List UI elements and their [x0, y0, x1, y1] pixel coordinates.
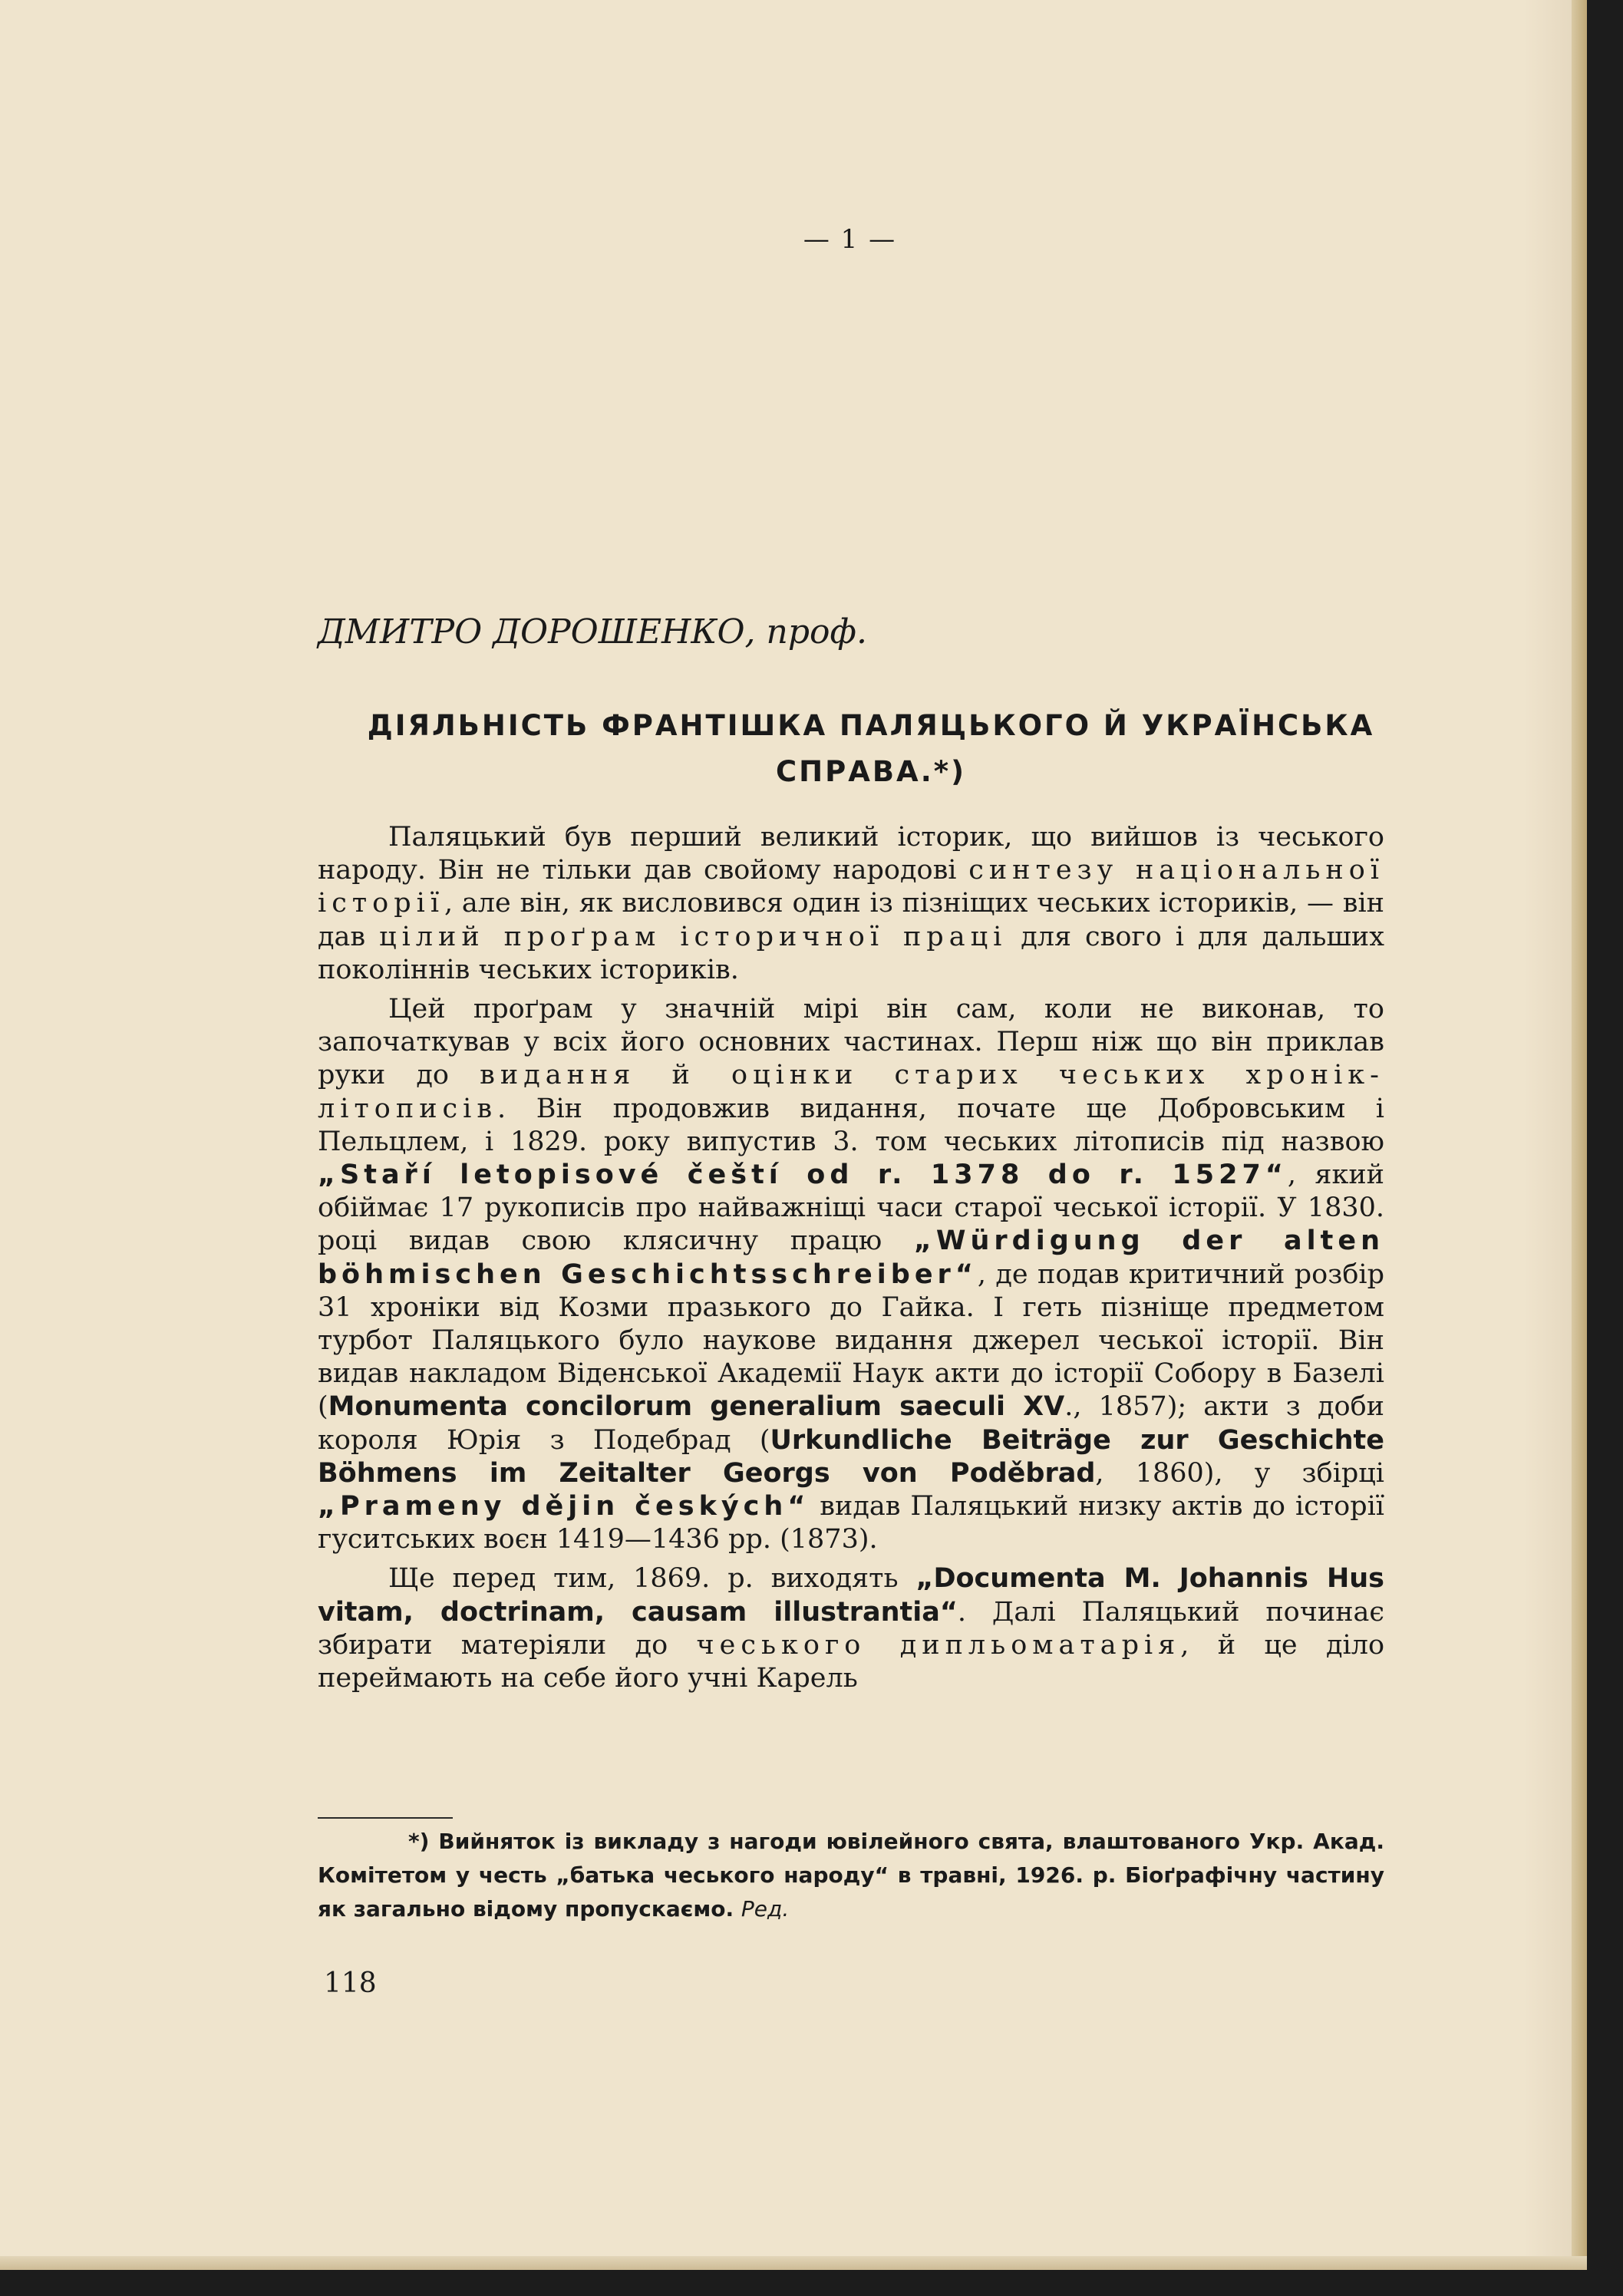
p3-text-a: Ще перед тим, 1869. р. виходять [388, 1563, 916, 1595]
p2-text-k: , 1860), у збірці [1095, 1457, 1384, 1489]
footnote-editor-mark: Ред. [741, 1896, 790, 1922]
page-edge [1572, 0, 1587, 2270]
p2-text-a: Цей проґрам у значній мірі він сам, коли не виконав, то започаткував у всіх його основних частинах. Перш ніж що він приклав руки до [318, 994, 1384, 1091]
footnote-rule [318, 1817, 453, 1819]
p1-text-c: , але він, як висловився один із пізніщих чеських істориків, — він дав [318, 888, 1384, 952]
p2-spaced-editions: видання й оцінки старих чеських хронік-літописів [318, 1060, 1384, 1124]
p2-text-i: ., 1857); акти з доби короля Юрія з Подебрад ( [318, 1391, 1384, 1456]
p3-text-c: . Далі Паляцький починає збирати матеріяли до [318, 1596, 1384, 1661]
p2-text-m: видав Паляцький низку актів до історії гуситських воєн 1419—1436 рр. (1873). [318, 1491, 1384, 1555]
p2-text-g: , де подав критичний розбір 31 хроніки від Козми празького до Гайка. І геть пізніще предметом турбот Паляцького було наукове видання джерел чеської історії. Він видав накладом Віденської Академії Наук акти до історії Собору в Базелі ( [318, 1259, 1384, 1423]
article-title: ДІЯЛЬНІСТЬ ФРАНТІШКА ПАЛЯЦЬКОГО Й УКРАЇНСЬКА СПРАВА.*) [367, 709, 1375, 788]
p2-title-monumenta: Monumenta concilorum generalium saeculi XV [328, 1391, 1065, 1423]
author-name: ДМИТРО ДОРОШЕНКО, проф. [318, 612, 867, 652]
p2-title-urkundliche: Urkundliche Beiträge zur Geschichte Böhmens im Zeitalter Georgs von Poděbrad [318, 1424, 1384, 1489]
article-body [318, 821, 1384, 1695]
p2-text-e: , який обіймає 17 рукописів про найважніщі часи старої чеської історії. У 1830. році видав свою клясичну працю [318, 1160, 1384, 1257]
paragraph-2 [318, 993, 1384, 1556]
p2-title-prameny: „Prameny dějin českých“ [318, 1491, 810, 1522]
p3-title-documenta: „Documenta M. Johannis Hus vitam, doctrinam, causam illustrantia“ [318, 1563, 1384, 1628]
footnote-text: *) Вийняток із викладу з нагоди ювілейного свята, влаштованого Укр. Акад. Комітетом у честь „батька чеського народу“ в травні, 1926. р. Біоґрафічну частину як загально відому пропускаємо. [318, 1829, 1384, 1922]
paragraph-1 [318, 821, 1384, 987]
p1-spaced-synthesis: синтезу національної історії [318, 855, 1384, 919]
p1-text-e: для свого і для дальших поколіннів чеських істориків. [318, 921, 1384, 985]
p2-text-c: . Він продовжив видання, почате ще Добровським і Пельцлем, і 1829. року випустив 3. том чеських літописів під назвою [318, 1093, 1384, 1157]
p3-spaced-diplomatarium: чеського дипльоматарія [696, 1629, 1181, 1661]
p3-text-e: , й це діло переймають на себе його учні Карель [318, 1629, 1385, 1694]
footnote [318, 1825, 1384, 1926]
p2-title-stari-letopisove: „Staří letopisové čeští od r. 1378 do r. 1527“ [318, 1160, 1288, 1191]
page-bottom-edge [0, 2256, 1587, 2270]
running-head: — 1 — [803, 224, 897, 255]
p1-spaced-program: цілий проґрам історичної праці [379, 921, 1008, 952]
p2-title-wurdigung: „Würdigung der alten böhmischen Geschichtsschreiber“ [318, 1226, 1384, 1290]
p1-text-a: Паляцький був перший великий історик, що вийшов із чеського народу. Він не тільки дав свойому народові [318, 822, 1384, 886]
paragraph-3 [318, 1562, 1384, 1695]
page-number: 118 [324, 1968, 377, 1999]
